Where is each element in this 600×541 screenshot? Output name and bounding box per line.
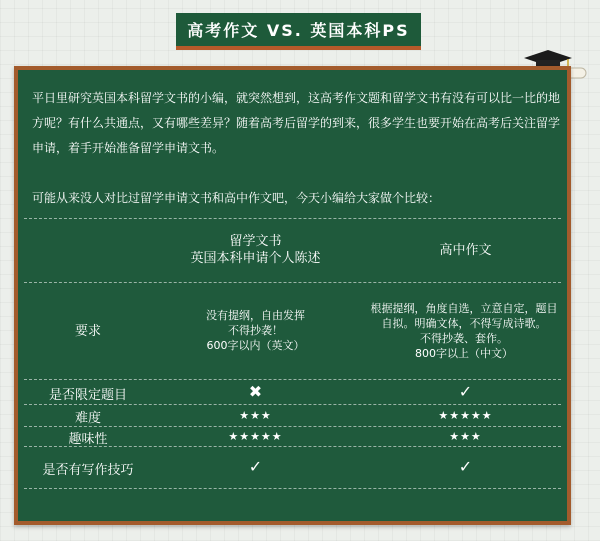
cell-line: 不得抄袭！ [228,324,283,337]
difficulty-essay-rating [158,405,353,425]
star-rating: ★★★ [239,408,272,422]
checkmark-icon [368,381,563,403]
column-header-gaokao [368,222,563,278]
row-label-technique: 是否有写作技巧 [42,463,134,478]
divider [24,218,561,219]
chalkboard [14,66,571,525]
interest-essay-rating [158,427,353,446]
checkmark-icon [158,448,353,486]
cross-mark: ✖ [248,382,263,401]
cross-icon [158,381,353,403]
page-title: 高考作文 VS. 英国本科PS [176,13,421,46]
cell-line: 600字以内（英文） [206,339,305,352]
row-label-requirements: 要求 [74,324,101,339]
star-rating: ★★★ [449,430,482,443]
divider [24,379,561,380]
cell-line: 自拟。明确文体，不得写成诗歌。 [381,316,547,330]
row-label-interest: 趣味性 [68,432,108,447]
check-mark: ✓ [458,382,473,401]
intro-paragraph: 平日里研究英国本科留学文书的小编，就突然想到，这高考作文题和留学文书有没有可以比一比的地方呢？有什么共通点，又有哪些差异？随着高考后留学的到来，很多学生也要开始在高考后关注留学申请，着手开始准备留学申请文书。 [32,91,561,155]
row-label-fixed-topic: 是否限定题目 [48,388,127,403]
check-mark: ✓ [248,457,263,476]
row-label-difficulty: 难度 [74,411,101,426]
requirements-essay [158,284,353,377]
check-mark: ✓ [458,457,473,476]
intro-lead: 可能从来没人对比过留学申请文书和高中作文吧，今天小编给大家做个比较： [32,191,441,205]
star-rating: ★★★★★ [228,430,283,443]
interest-gaokao-rating [368,427,563,446]
star-rating: ★★★★★ [438,408,493,422]
cell-line: 根据提纲，角度自选，立意自定，题目 [370,301,558,315]
divider [24,282,561,283]
requirements-gaokao [358,284,570,377]
checkmark-icon [368,448,563,486]
column-header-line: 英国本科申请个人陈述 [190,251,321,266]
comparison-table [18,218,567,521]
cell-line: 800字以上（中文） [415,346,513,360]
difficulty-gaokao-rating [368,405,563,425]
column-header-label: 高中作文 [439,242,492,258]
cell-line: 不得抄袭、套作。 [420,331,508,345]
divider [24,488,561,489]
column-header-essay [158,222,353,278]
cell-line: 没有提纲，自由发挥 [206,309,305,322]
column-header-line: 留学文书 [229,234,282,249]
